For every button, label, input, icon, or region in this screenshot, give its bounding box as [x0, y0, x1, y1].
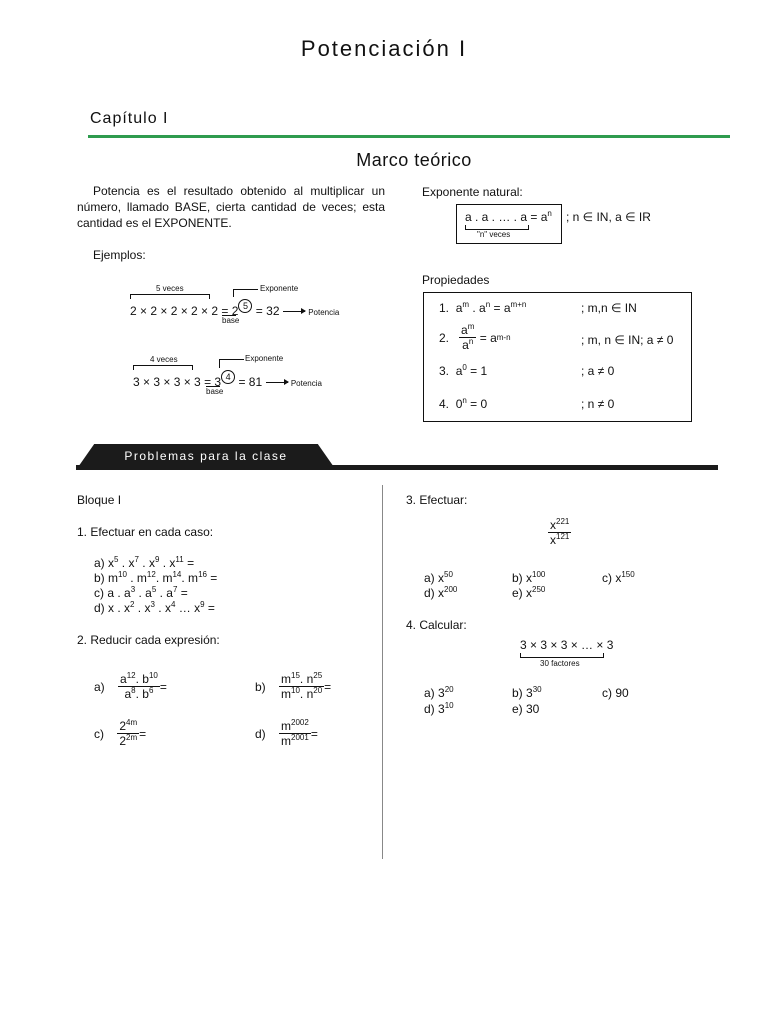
banner-title: Problemas para la clase — [124, 449, 288, 463]
example-1-result: = 32 — [255, 304, 280, 318]
property-1 — [439, 301, 526, 315]
problem-4-option-d: d) $3^{10}$ — [424, 701, 454, 716]
problem-1-option-c: c) a . $a^3$ . $a^5$ . $a^7$ = — [94, 585, 188, 600]
section-title: Marco teórico — [356, 150, 472, 170]
example-2-result: = 81 — [238, 375, 263, 389]
problem-3-denominator: $x^{121}$ — [550, 532, 570, 547]
natural-exponent-box — [456, 204, 562, 244]
problem-2-a-numerator: $a^{12}$. $b^{10}$ — [120, 671, 158, 686]
problem-4-expression — [520, 638, 614, 668]
problem-2-b-label: b) — [255, 679, 266, 694]
properties-box — [423, 292, 692, 422]
property-2: 2. $\frac{a^m}{a^n}$ = a m-n — [439, 322, 511, 352]
natural-exponent-label: Exponente natural: — [422, 185, 523, 199]
natural-exponent-result: = a — [530, 210, 548, 224]
property-3-condition: ; a ≠ 0 — [581, 364, 615, 378]
intro-paragraph: Potencia es el resultado obtenido al multiplicar un número, llamado BASE, cierta cantidad de veces; esta cantidad es el EXPONENTE. — [77, 184, 385, 230]
example-2-arrow-icon — [266, 382, 288, 383]
example-1-base-label: base — [222, 316, 240, 325]
problem-3-option-a: a) $x^{50}$ — [424, 570, 453, 585]
property-2-condition: ; m, n ∈ IN; a ≠ 0 — [581, 333, 674, 347]
example-2-product: 3 × 3 × 3 × 3 — [133, 375, 201, 389]
problem-1-option-a: a) $x^5$ . $x^7$ . $x^9$ . $x^{11}$ = — [94, 555, 195, 570]
property-2-rhs: = a — [479, 330, 497, 345]
natural-exponent-condition: ; n ∈ IN, a ∈ IR — [566, 210, 651, 224]
example-1-base: 2 — [231, 304, 239, 318]
property-1-formula: $a^m$ . $a^n = a^{m+n}$ — [455, 300, 527, 315]
problem-2-c-label: c) — [94, 726, 104, 741]
problem-2-option-d — [255, 719, 318, 748]
example-1-arrow-icon — [283, 311, 305, 312]
problem-2-c-equals: = — [139, 726, 147, 741]
problem-2-b-numerator: $m^{15}$. $n^{25}$ — [281, 671, 323, 686]
properties-label: Propiedades — [422, 273, 490, 287]
problem-4-product: 3 × 3 × 3 × … × 3 — [520, 638, 614, 652]
example-1-brace-label: 5 veces — [156, 284, 184, 293]
property-2-num: a — [461, 323, 468, 337]
problem-4-brace — [520, 653, 604, 658]
problem-2-d-label: d) — [255, 726, 266, 741]
problem-4-option-c: c) 90 — [602, 686, 629, 700]
example-2-base: 3 — [214, 375, 222, 389]
problem-2-a-equals: = — [159, 679, 167, 694]
property-2-num-exp: m — [467, 322, 475, 331]
example-2-exponent: 4 — [221, 370, 235, 384]
block-label: Bloque I — [77, 493, 122, 507]
problem-4-statement: 4. Calcular: — [406, 618, 467, 632]
problem-2-a-denominator: $a^8$. $b^6$ — [124, 686, 154, 701]
problem-3-option-e: e) $x^{250}$ — [512, 585, 546, 600]
natural-exponent-brace-label: "n" veces — [477, 230, 511, 239]
property-4-condition: ; n ≠ 0 — [581, 397, 615, 411]
example-2-power-label: Potencia — [290, 379, 322, 388]
problem-2-b-equals: = — [324, 679, 332, 694]
problem-1-statement: 1. Efectuar en cada caso: — [77, 525, 214, 539]
property-4-number: 4. — [439, 397, 450, 411]
chapter-heading: Capítulo I — [90, 110, 169, 127]
chapter-divider — [88, 135, 730, 138]
property-3 — [439, 364, 487, 378]
problem-2-a-label: a) — [94, 679, 105, 694]
property-1-number: 1. — [439, 301, 450, 315]
problem-2-option-c — [94, 719, 146, 748]
problem-3-statement: 3. Efectuar: — [406, 493, 468, 507]
problem-2-b-denominator: $m^{10}$. $n^{20}$ — [281, 686, 323, 701]
problem-1-option-b: b) $m^{10}$ . $m^{12}$. $m^{14}$. $m^{16}$ = — [94, 570, 218, 585]
problem-1-option-d: d) x . $x^2$ . $x^3$ . $x^4$ … $x^9$ = — [94, 600, 215, 615]
example-2-exponent-pointer — [219, 359, 244, 368]
problem-2-c-numerator: $2^{4m}$ — [119, 718, 138, 733]
problem-3-expression — [548, 518, 571, 547]
example-2-exponent-label: Exponente — [245, 354, 284, 363]
problem-1-options — [94, 556, 217, 616]
problem-3-option-c: c) $x^{150}$ — [602, 570, 635, 585]
example-1-product: 2 × 2 × 2 × 2 × 2 — [130, 304, 219, 318]
example-1-exponent-pointer — [233, 289, 258, 297]
property-2-number: 2. — [439, 330, 450, 345]
examples-label: Ejemplos: — [93, 248, 146, 262]
problem-3-option-d: d) $x^{200}$ — [424, 585, 458, 600]
problem-2-c-denominator: $2^{2m}$ — [119, 733, 138, 748]
example-1-exponent: 5 — [238, 299, 252, 313]
problem-2-d-denominator: $m^{2001}$ — [281, 733, 309, 748]
property-3-number: 3. — [439, 364, 450, 378]
problem-2-option-b — [255, 672, 331, 701]
problem-2-option-a — [94, 672, 167, 701]
problem-4-option-a: a) $3^{20}$ — [424, 685, 454, 700]
property-4-formula: $0^n = 0$ — [455, 396, 488, 411]
page-title: Potenciación I — [300, 36, 468, 61]
problem-3-option-b: b) $x^{100}$ — [512, 570, 546, 585]
problem-4-option-e: e) 30 — [512, 702, 540, 716]
property-2-fraction — [459, 323, 476, 352]
property-4 — [439, 397, 487, 411]
example-1-power-label: Potencia — [308, 308, 340, 317]
problem-4-brace-label: 30 factores — [540, 659, 580, 668]
natural-exponent-product: a . a . … . a — [465, 210, 528, 224]
column-divider — [382, 485, 383, 859]
example-2-base-label: base — [206, 387, 224, 396]
property-3-formula: $a^0 = 1$ — [455, 363, 488, 378]
problem-2-d-equals: = — [310, 726, 318, 741]
problem-2-statement: 2. Reducir cada expresión: — [77, 633, 220, 647]
property-2-den-exp: n — [468, 337, 474, 346]
example-2-brace-label: 4 veces — [150, 355, 178, 364]
problem-3-numerator: $x^{221}$ — [550, 517, 570, 532]
natural-exponent-result-exp: n — [547, 209, 552, 218]
property-2-den: a — [462, 338, 469, 352]
example-1-exponent-label: Exponente — [260, 284, 299, 293]
problem-2-d-numerator: $m^{2002}$ — [281, 718, 309, 733]
problem-4-option-b: b) $3^{30}$ — [512, 685, 542, 700]
property-1-condition: ; m,n ∈ IN — [581, 301, 637, 315]
